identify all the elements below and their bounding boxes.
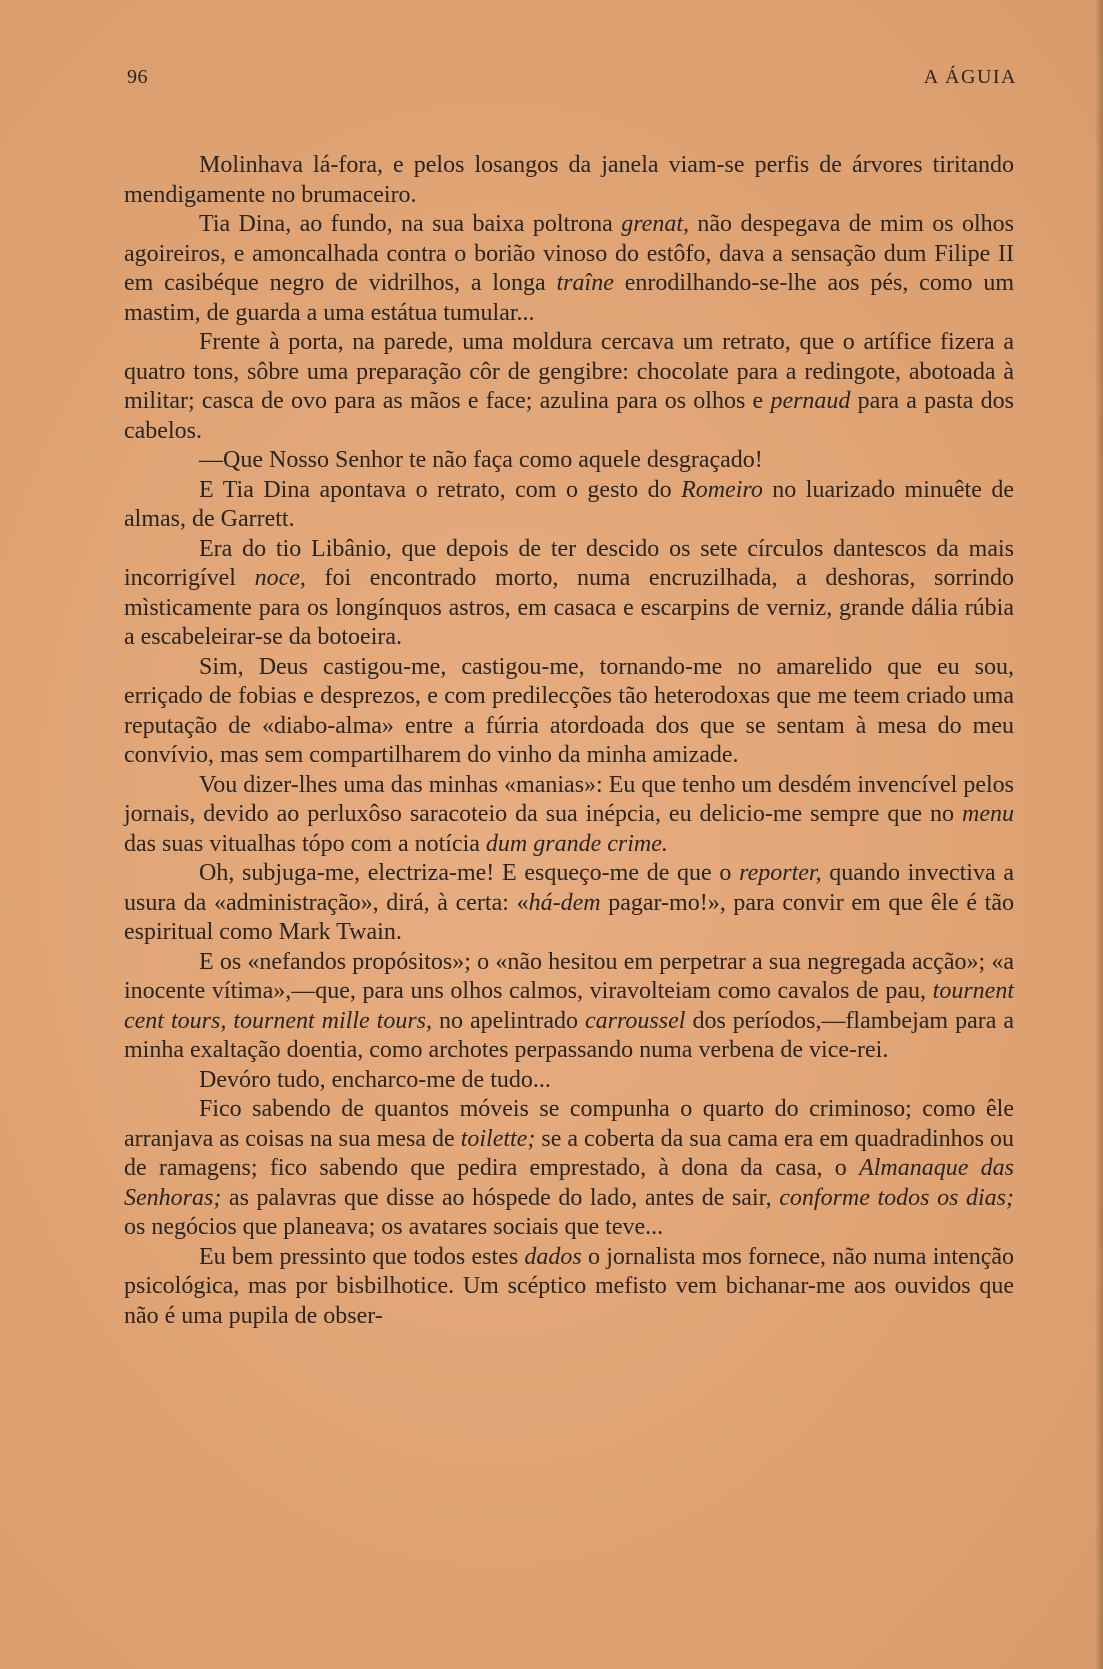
paragraph [124, 535, 1014, 653]
text-run: enrodilhando-se-lhe aos pés, como um mastim, de guarda a uma estátua tumular... [124, 270, 1015, 326]
text-run: as palavras que disse ao hóspede do lado, antes de sair, [221, 1184, 780, 1211]
text-run: —Que Nosso Senhor te não faça como aquele desgraçado! [199, 447, 763, 473]
text-run: Era do tio Libânio, que depois de ter descido os sete círculos dantescos da mais incorrigível [124, 535, 1014, 591]
body-text [124, 151, 1014, 1331]
text-run: o jornalista mos fornece, não numa intenção psicológica, mas por bisbilhotice. Um scéptico mefisto vem bichanar-me aos ouvidos que não é uma pupila de obser- [124, 1243, 1014, 1329]
text-run: Molinhava lá-fora, e pelos losangos da janela viam-se perfis de árvores tiritando mendigamente no brumaceiro. [124, 152, 1014, 208]
italic-text: noce, [254, 565, 306, 591]
italic-text: Romeiro [681, 476, 763, 503]
paragraph [124, 446, 1014, 476]
text-run: E os «nefandos propósitos»; o «não hesitou em perpetrar a sua negregada acção»; «a inocente vítima»,—que, para uns olhos calmos, viravolteiam como cavalos de pau, [124, 948, 1014, 1004]
italic-text: tournent cent tours, tournent mille tours, [124, 978, 1014, 1034]
paragraph [124, 771, 1014, 860]
paragraph [124, 210, 1014, 328]
text-run: pagar-mo!», para convir em que êle é tão espiritual como Mark Twain. [124, 889, 1014, 945]
text-run: foi encontrado morto, numa encruzilhada, a deshoras, sorrindo mìsticamente para os longínquos astros, em casaca e escarpins de verniz, grande dália rúbia a escabeleirar-se da botoeira. [124, 565, 1015, 650]
text-run: quando invectiva a usura da «administração», dirá, à certa: « [124, 860, 1014, 916]
italic-text: há-dem [528, 889, 601, 916]
text-run: Oh, subjuga-me, electriza-me! E esqueço-me de que o [199, 860, 740, 886]
paragraph [124, 151, 1014, 210]
paragraph [124, 476, 1014, 535]
text-run: E Tia Dina apontava o retrato, com o gesto do [199, 476, 682, 503]
text-run: Sim, Deus castigou-me, castigou-me, tornando-me no amarelido que eu sou, erriçado de fobias e desprezos, e com predilecções tão heterodoxas que me teem criado uma reputação de «diabo-alma» entre a fúrria atordoada dos que se sentam à mesa do meu convívio, mas sem compartilharem do vinho da minha amizade. [124, 653, 1014, 768]
italic-text: Almanaque das Senhoras; [124, 1155, 1014, 1211]
italic-text: pernaud [770, 388, 851, 414]
text-run: Vou dizer-lhes uma das minhas «manias»: Eu que tenho um desdém invencível pelos jornais, devido ao perluxôso saracoteio da sua inépcia, eu delicio-me sempre que no [124, 771, 1014, 827]
text-run: das suas vitualhas tópo com a notícia [124, 830, 486, 857]
text-run: os negócios que planeava; os avatares sociais que teve... [124, 1214, 664, 1240]
paragraph [124, 1066, 1014, 1096]
text-run: no luarizado minuête de almas, de Garrett. [124, 476, 1014, 532]
text-run: para a pasta dos cabelos. [124, 388, 1015, 444]
paragraph [124, 328, 1014, 446]
italic-text: reporter, [739, 860, 822, 886]
paragraph [124, 1095, 1014, 1243]
italic-text: menu [962, 801, 1014, 827]
text-run: se a coberta da sua cama era em quadradinhos ou de ramagens; fico sabendo que pedira emprestado, à dona da casa, o [124, 1125, 1015, 1181]
paragraph [124, 859, 1014, 948]
paragraph [124, 948, 1014, 1066]
page-number: 96 [127, 66, 148, 88]
italic-text: conforme todos os dias; [779, 1184, 1015, 1211]
text-run: Tia Dina, ao fundo, na sua baixa poltrona [199, 211, 622, 237]
text-run: Eu bem pressinto que todos estes [199, 1243, 525, 1270]
text-run: Devóro tudo, encharco-me de tudo... [199, 1066, 551, 1093]
italic-text: grenat, [621, 211, 689, 237]
text-run: no apelintrado [432, 1007, 585, 1034]
text-run: Fico sabendo de quantos móveis se compunha o quarto do criminoso; como êle arranjava as coisas na sua mesa de [124, 1096, 1014, 1152]
italic-text: traîne [556, 270, 614, 296]
text-run: Frente à porta, na parede, uma moldura cercava um retrato, que o artífice fizera a quatro tons, sôbre uma preparação côr de gengibre: chocolate para a redingote, abotoada à militar; casca de ovo para as mãos e face; azulina para os olhos e [124, 329, 1014, 414]
paragraph [124, 653, 1014, 771]
italic-text: dum grande crime. [485, 830, 668, 857]
running-head: A ÁGUIA [923, 66, 1017, 88]
text-run: não despegava de mim os olhos agoireiros, e amoncalhada contra o borião vinoso do estôfo, dava a sensação dum Filipe II em casibéque negro de vidrilhos, a longa [124, 211, 1014, 296]
page-edge-shadow [1095, 0, 1103, 1669]
page-header [127, 66, 1017, 92]
italic-text: toilette; [460, 1125, 536, 1152]
italic-text: carroussel [584, 1007, 686, 1034]
paragraph [124, 1243, 1014, 1332]
text-run: dos períodos,—flambejam para a minha exaltação doentia, como archotes perpassando numa verbena de vice-rei. [124, 1007, 1015, 1063]
italic-text: dados [524, 1243, 582, 1270]
